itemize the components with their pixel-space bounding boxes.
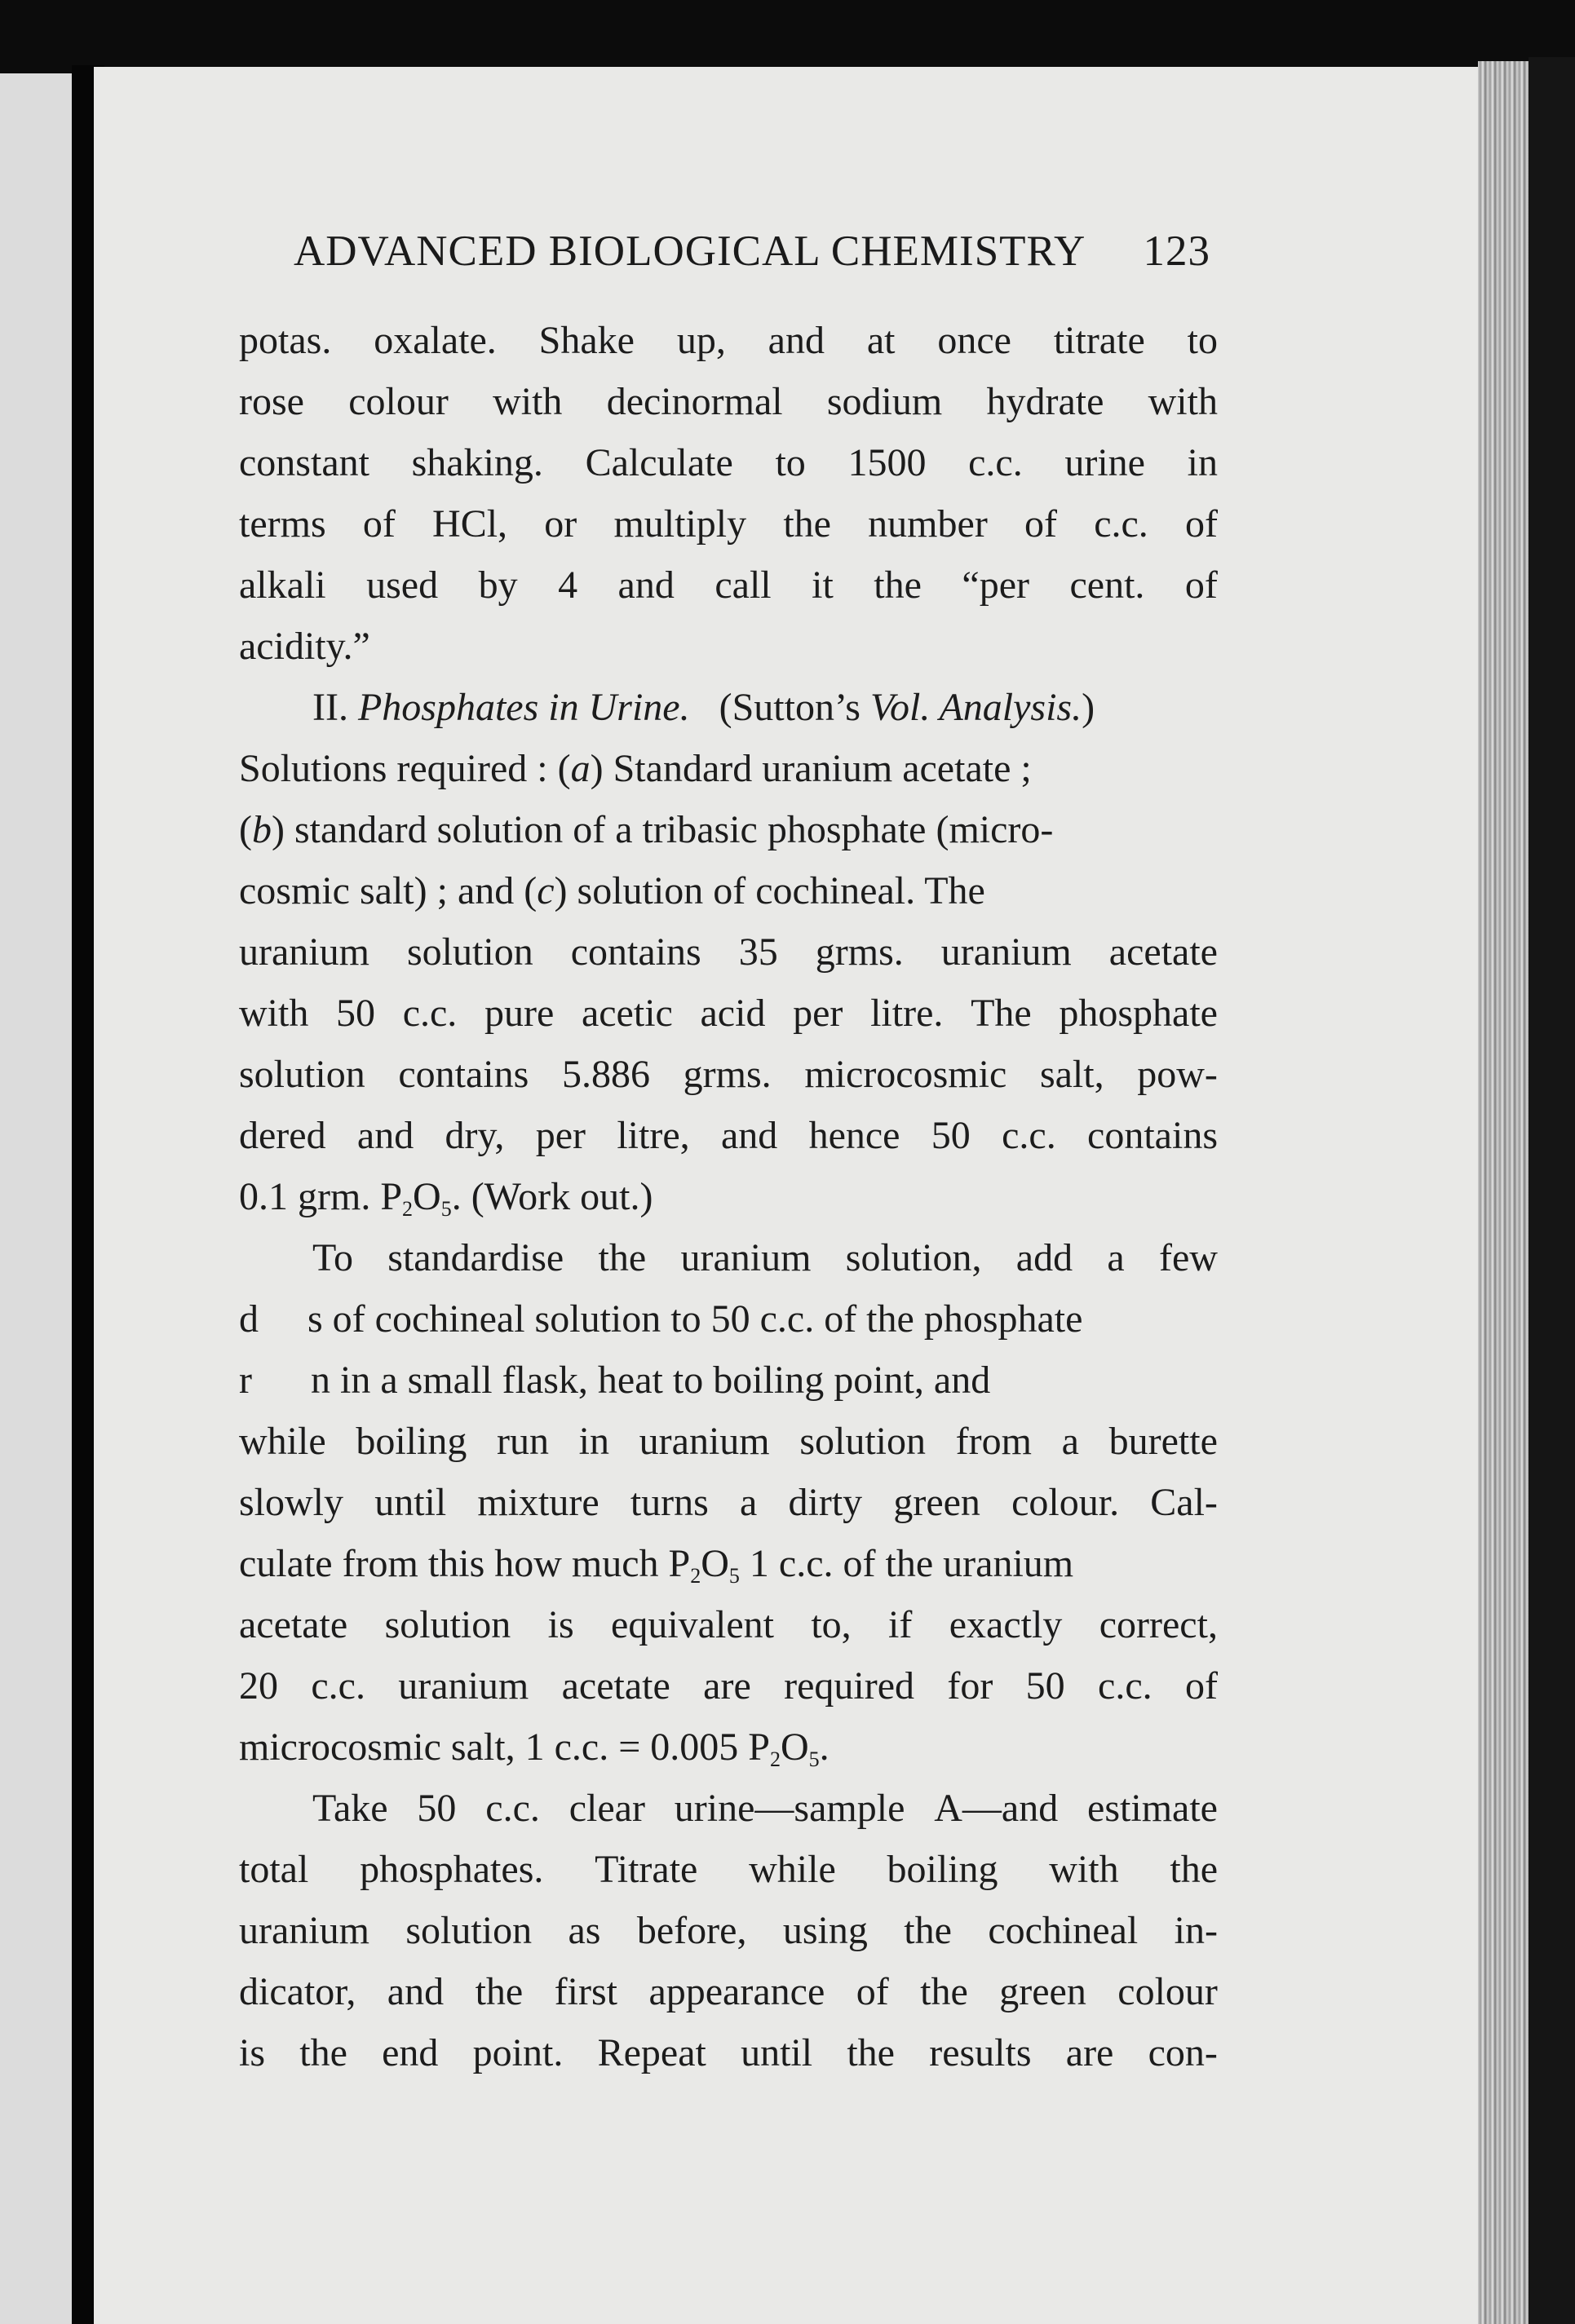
text-line: (b) standard solution of a tribasic phosphate (micro-	[239, 808, 1054, 851]
word: urine	[1064, 441, 1145, 484]
word: from	[955, 1420, 1032, 1463]
word: few	[1159, 1236, 1218, 1279]
word: HCl,	[432, 502, 508, 546]
word: 5.886	[562, 1053, 650, 1096]
word: urine—sample	[674, 1787, 905, 1830]
word: the	[783, 502, 831, 546]
word: colour	[348, 380, 449, 423]
word: in-	[1174, 1909, 1218, 1952]
book-background	[1529, 57, 1575, 2324]
word: first	[554, 1970, 617, 2013]
text-line: 0.1 grm. $P_2O_5$. (Work out.)	[239, 1175, 653, 1221]
text-line	[239, 554, 1218, 616]
word: pure	[484, 992, 555, 1035]
section-heading: II. Phosphates in Urine. (Sutton’s Vol. Analysis.)	[312, 686, 1095, 729]
word: before,	[636, 1909, 747, 1952]
word: add	[1015, 1236, 1073, 1279]
word: boiling	[887, 1848, 998, 1891]
word: uranium	[239, 1909, 369, 1952]
word: burette	[1108, 1420, 1218, 1463]
body-text	[239, 310, 1218, 2083]
word: to	[775, 441, 806, 484]
word: litre.	[870, 992, 944, 1035]
word: contains	[570, 930, 701, 974]
word: with	[239, 992, 309, 1035]
word: solution	[405, 1909, 533, 1952]
word: per	[793, 992, 843, 1035]
word: point.	[472, 2031, 564, 2074]
word: hydrate	[986, 380, 1104, 423]
word: the	[299, 2031, 347, 2074]
word: and	[387, 1970, 445, 2013]
text-line	[239, 1105, 1218, 1166]
word: using	[782, 1909, 868, 1952]
word: hence	[808, 1114, 900, 1157]
word: the	[598, 1236, 647, 1279]
word: pow-	[1137, 1053, 1218, 1096]
word: clear	[569, 1787, 645, 1830]
word: Repeat	[597, 2031, 706, 2074]
word: and	[356, 1114, 414, 1157]
word: once	[937, 319, 1011, 362]
word: cochineal	[988, 1909, 1139, 1952]
word: the	[1170, 1848, 1218, 1891]
word: colour	[1117, 1970, 1218, 2013]
word: are	[1065, 2031, 1114, 2074]
word: 50	[931, 1114, 971, 1157]
word: number	[868, 502, 988, 546]
word: potas.	[239, 319, 332, 362]
word: uranium	[639, 1420, 770, 1463]
word: 50	[1025, 1664, 1065, 1708]
page-number: 123	[1143, 228, 1210, 275]
word: A—and	[934, 1787, 1059, 1830]
word: uranium	[239, 930, 369, 974]
word: decinormal	[606, 380, 783, 423]
word: with	[1148, 380, 1218, 423]
word: and	[617, 563, 675, 607]
word: the	[904, 1909, 952, 1952]
word: a	[740, 1481, 758, 1524]
word: while	[749, 1848, 836, 1891]
word: green	[999, 1970, 1086, 2013]
text-line: culate from this how much $P_2O_5$ 1 c.c. of the uranium	[239, 1542, 1074, 1588]
word: acid	[700, 992, 766, 1035]
word: in	[1187, 441, 1218, 484]
text-line	[239, 1227, 1218, 1288]
text-line: cosmic salt) ; and (c) solution of cochineal. The	[239, 869, 985, 912]
word: acetate	[561, 1664, 670, 1708]
word: acetate	[1108, 930, 1218, 974]
text-line: acidity.”	[239, 625, 370, 668]
facing-page-edge	[0, 73, 75, 2324]
word: uranium	[680, 1236, 812, 1279]
word: to	[1187, 319, 1218, 362]
word: To	[312, 1236, 353, 1279]
word: total	[239, 1848, 309, 1891]
word: as	[568, 1909, 601, 1952]
word: Shake	[538, 319, 635, 362]
word: solution,	[845, 1236, 982, 1279]
word: exactly	[949, 1603, 1063, 1646]
text-line	[239, 371, 1218, 432]
word: The	[971, 992, 1032, 1035]
word: is	[547, 1603, 574, 1646]
word: with	[1049, 1848, 1119, 1891]
word: slowly	[239, 1481, 344, 1524]
word: contains	[398, 1053, 529, 1096]
text-line	[239, 1961, 1218, 2022]
word: c.c.	[311, 1664, 365, 1708]
text-line: Solutions required : (a) Standard uranium acetate ;	[239, 747, 1032, 790]
word: oxalate.	[374, 319, 497, 362]
word: Cal-	[1150, 1481, 1218, 1524]
text-line	[239, 432, 1218, 493]
text-line	[239, 310, 1218, 371]
word: acetate	[239, 1603, 348, 1646]
word: 35	[738, 930, 778, 974]
word: constant	[239, 441, 369, 484]
word: the	[847, 2031, 895, 2074]
text-line	[239, 1778, 1218, 1839]
word: c.c.	[1098, 1664, 1152, 1708]
word: it	[812, 563, 834, 607]
text-line: d s of cochineal solution to 50 c.c. of the phosphate	[239, 1297, 1083, 1341]
word: standardise	[387, 1236, 564, 1279]
word: estimate	[1087, 1787, 1218, 1830]
word: equivalent	[611, 1603, 774, 1646]
text-line	[239, 2022, 1218, 2083]
text-line	[239, 1594, 1218, 1655]
word: of	[1184, 1664, 1218, 1708]
word: solution	[799, 1420, 926, 1463]
text-line	[239, 1472, 1218, 1533]
word: colour.	[1011, 1481, 1120, 1524]
word: in	[578, 1420, 609, 1463]
word: a	[1107, 1236, 1125, 1279]
word: with	[493, 380, 563, 423]
word: are	[703, 1664, 751, 1708]
word: rose	[239, 380, 304, 423]
word: for	[947, 1664, 993, 1708]
word: is	[239, 2031, 266, 2074]
word: shaking.	[411, 441, 543, 484]
word: con-	[1148, 2031, 1218, 2074]
word: dirty	[788, 1481, 863, 1524]
word: 4	[558, 563, 578, 607]
section-title: Phosphates in Urine.	[357, 686, 690, 729]
word: terms	[239, 502, 326, 546]
text-line: r n in a small flask, heat to boiling point, and	[239, 1359, 991, 1402]
word: until	[741, 2031, 813, 2074]
text-line	[239, 493, 1218, 554]
text-line	[239, 1839, 1218, 1900]
word: microcosmic	[804, 1053, 1007, 1096]
word: dicator,	[239, 1970, 356, 2013]
text-line	[239, 1411, 1218, 1472]
word: phosphates.	[360, 1848, 544, 1891]
text-line	[239, 983, 1218, 1044]
word: of	[856, 1970, 889, 2013]
word: alkali	[239, 563, 326, 607]
word: c.c.	[968, 441, 1023, 484]
word: solution	[239, 1053, 365, 1096]
word: uranium	[398, 1664, 529, 1708]
word: solution	[384, 1603, 511, 1646]
text-line: microcosmic salt, 1 c.c. = 0.005 $P_2O_5$.	[239, 1725, 830, 1771]
word: the	[874, 563, 922, 607]
word: turns	[630, 1481, 709, 1524]
word: at	[866, 319, 896, 362]
word: Calculate	[585, 441, 733, 484]
word: 1500	[847, 441, 927, 484]
text-line	[239, 921, 1218, 983]
word: c.c.	[402, 992, 458, 1035]
word: the	[475, 1970, 524, 2013]
word: c.c.	[1094, 502, 1148, 546]
word: run	[497, 1420, 549, 1463]
word: solution	[407, 930, 533, 974]
word: if	[888, 1603, 913, 1646]
word: of	[1024, 502, 1057, 546]
word: phosphate	[1059, 992, 1218, 1035]
word: uranium	[940, 930, 1072, 974]
text-line	[239, 1044, 1218, 1105]
word: or	[544, 502, 577, 546]
word: until	[374, 1481, 447, 1524]
word: results	[929, 2031, 1032, 2074]
word: contains	[1087, 1114, 1218, 1157]
word: while	[239, 1420, 326, 1463]
word: call	[715, 563, 772, 607]
word: mixture	[477, 1481, 599, 1524]
word: dry,	[445, 1114, 505, 1157]
word: salt,	[1039, 1053, 1104, 1096]
word: correct,	[1099, 1603, 1218, 1646]
word: of	[362, 502, 396, 546]
word: boiling	[356, 1420, 467, 1463]
word: of	[1185, 502, 1218, 546]
word: and	[768, 319, 825, 362]
word: 20	[239, 1664, 278, 1708]
word: Titrate	[595, 1848, 698, 1891]
word: cent.	[1069, 563, 1145, 607]
word: up,	[676, 319, 726, 362]
word: by	[478, 563, 518, 607]
running-title: ADVANCED BIOLOGICAL CHEMISTRY	[294, 228, 1086, 275]
page-edges	[1478, 61, 1529, 2324]
reference-title: Vol. Analysis.	[869, 686, 1082, 729]
word: 50	[336, 992, 376, 1035]
word: and	[720, 1114, 778, 1157]
word: c.c.	[485, 1787, 540, 1830]
word: used	[366, 563, 439, 607]
word: a	[1061, 1420, 1079, 1463]
word: per	[535, 1114, 586, 1157]
word: multiply	[613, 502, 747, 546]
word: grms.	[683, 1053, 772, 1096]
word: c.c.	[1002, 1114, 1056, 1157]
word: litre,	[617, 1114, 690, 1157]
word: dered	[239, 1114, 326, 1157]
word: appearance	[648, 1970, 825, 2013]
running-header	[294, 227, 1210, 276]
word: end	[382, 2031, 439, 2074]
word: Take	[312, 1787, 388, 1830]
word: the	[920, 1970, 968, 2013]
text-line	[239, 1900, 1218, 1961]
word: of	[1184, 563, 1218, 607]
word: required	[784, 1664, 915, 1708]
word: grms.	[815, 930, 904, 974]
word: 50	[417, 1787, 457, 1830]
word: green	[893, 1481, 980, 1524]
word: “per	[962, 563, 1029, 607]
word: sodium	[826, 380, 943, 423]
word: titrate	[1053, 319, 1145, 362]
word: acetic	[581, 992, 673, 1035]
word: to,	[811, 1603, 852, 1646]
text-line	[239, 1655, 1218, 1716]
